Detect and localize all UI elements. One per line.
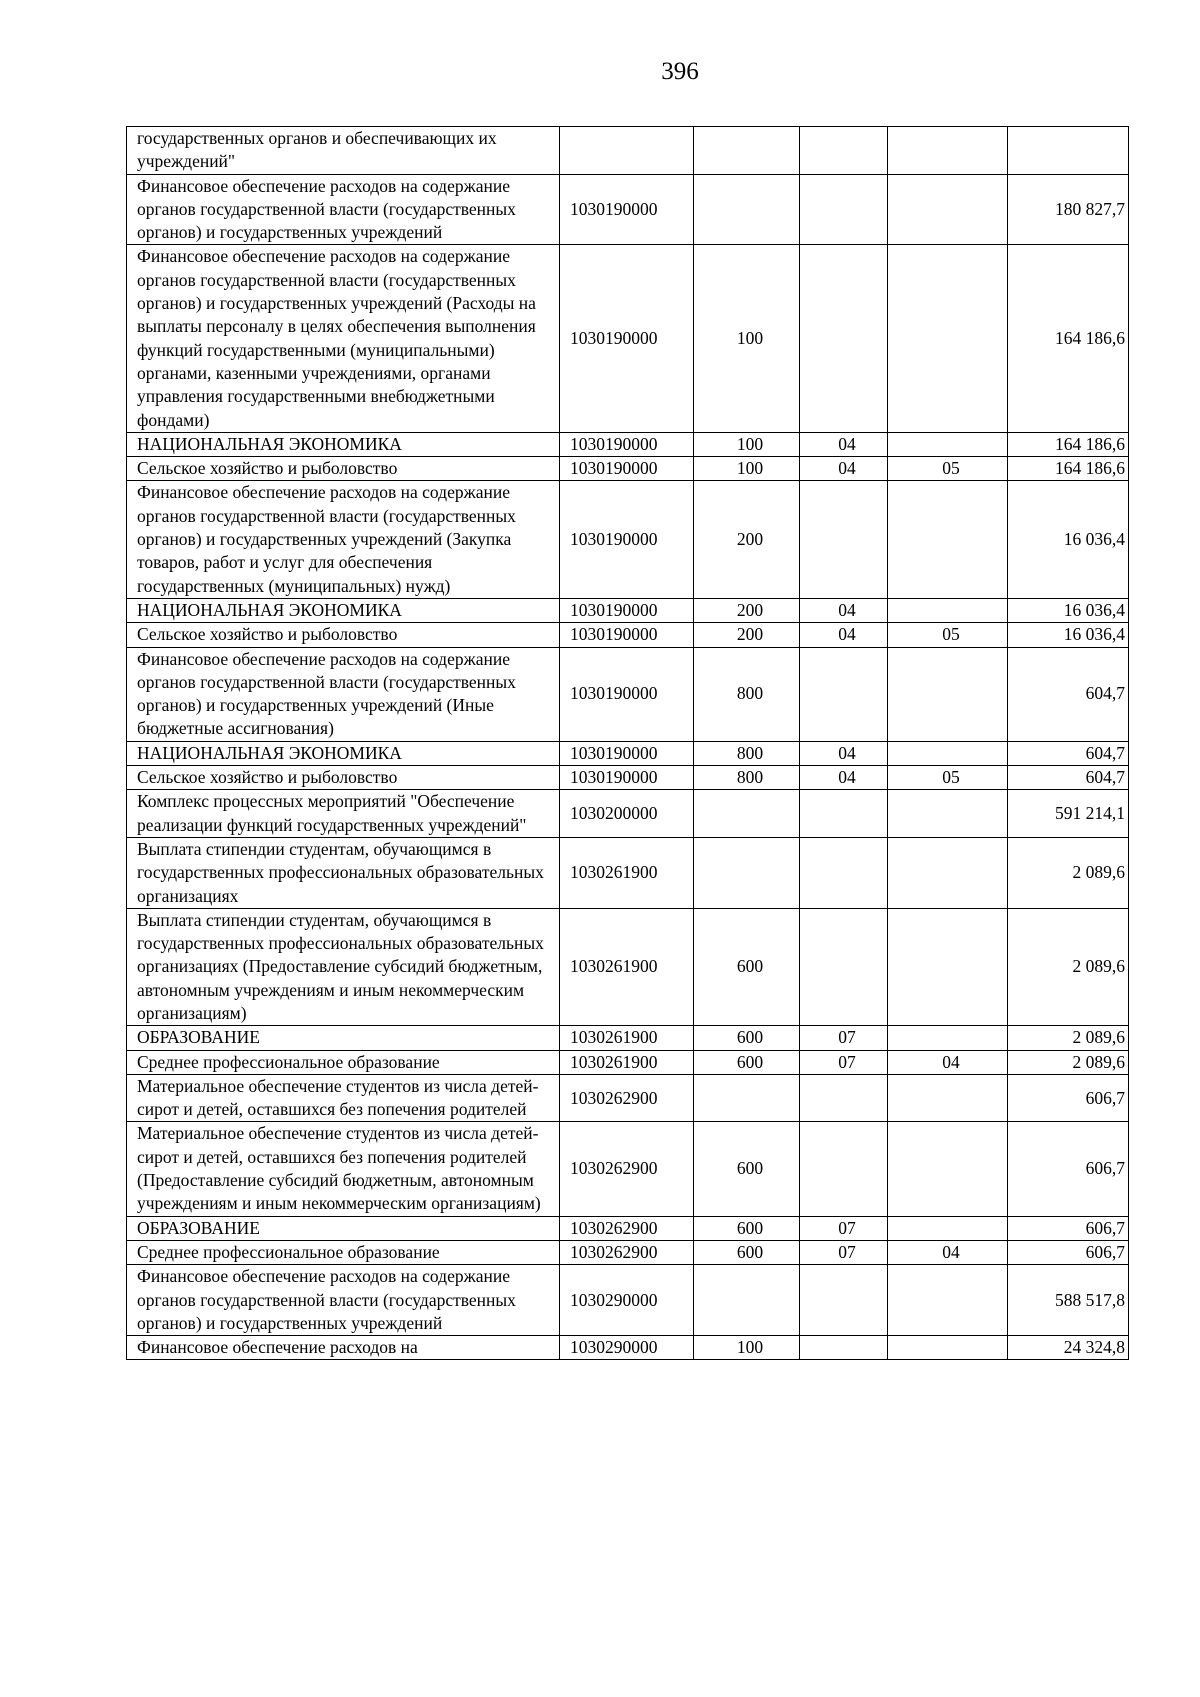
section-code-cell [800,647,888,741]
expense-type-cell [694,1265,800,1336]
expense-type-cell: 200 [694,598,800,622]
table-row [127,457,1129,481]
section-code-cell [800,1074,888,1122]
subsection-code-cell [888,1265,1008,1336]
expense-name-cell: Материальное обеспечение студентов из числа детей-сирот и детей, оставшихся без попечения родителей (Предоставление субсидий бюджетным, автономным учреждениям и иным некоммерческим организациям) [127,1122,560,1216]
amount-cell: 180 827,7 [1008,174,1129,245]
expense-type-cell: 600 [694,1216,800,1240]
table-row [127,481,1129,598]
amount-cell: 604,7 [1008,647,1129,741]
subsection-code-cell [888,790,1008,838]
target-article-code-cell: 1030190000 [560,623,694,647]
expense-name-cell: Сельское хозяйство и рыболовство [127,457,560,481]
target-article-code-cell: 1030190000 [560,432,694,456]
amount-cell: 588 517,8 [1008,1265,1129,1336]
target-article-code-cell: 1030190000 [560,647,694,741]
amount-cell: 16 036,4 [1008,598,1129,622]
expense-name-cell: Выплата стипендии студентам, обучающимся в государственных профессиональных образовательных организациях [127,837,560,908]
expense-name-cell: Финансовое обеспечение расходов на [127,1336,560,1360]
section-code-cell [800,1265,888,1336]
subsection-code-cell [888,432,1008,456]
expense-type-cell: 600 [694,1122,800,1216]
amount-cell: 16 036,4 [1008,481,1129,598]
table-row [127,1216,1129,1240]
amount-cell: 2 089,6 [1008,908,1129,1025]
amount-cell: 164 186,6 [1008,245,1129,432]
expense-type-cell [694,127,800,175]
subsection-code-cell [888,1074,1008,1122]
amount-cell: 591 214,1 [1008,790,1129,838]
expense-name-cell: НАЦИОНАЛЬНАЯ ЭКОНОМИКА [127,741,560,765]
table-row [127,1265,1129,1336]
target-article-code-cell: 1030262900 [560,1240,694,1264]
table-row [127,127,1129,175]
subsection-code-cell [888,1336,1008,1360]
table-row [127,1050,1129,1074]
expense-name-cell: Финансовое обеспечение расходов на содержание органов государственной власти (государственных органов) и государственных учреждений (Расходы на выплаты персоналу в целях обеспечения выполнения функций государственными (муниципальными) органами, казенными учреждениями, органами управления государственными внебюджетными фондами) [127,245,560,432]
amount-cell: 164 186,6 [1008,432,1129,456]
expense-name-cell: Среднее профессиональное образование [127,1240,560,1264]
expense-name-cell: ОБРАЗОВАНИЕ [127,1216,560,1240]
expense-type-cell: 200 [694,481,800,598]
section-code-cell: 07 [800,1050,888,1074]
section-code-cell: 04 [800,741,888,765]
table-row [127,647,1129,741]
subsection-code-cell [888,174,1008,245]
table-row [127,908,1129,1025]
subsection-code-cell: 05 [888,623,1008,647]
subsection-code-cell [888,127,1008,175]
expense-name-cell: Финансовое обеспечение расходов на содержание органов государственной власти (государственных органов) и государственных учреждений [127,1265,560,1336]
target-article-code-cell: 1030190000 [560,174,694,245]
expense-type-cell: 100 [694,245,800,432]
section-code-cell: 07 [800,1216,888,1240]
expense-name-cell: Финансовое обеспечение расходов на содержание органов государственной власти (государственных органов) и государственных учреждений (Закупка товаров, работ и услуг для обеспечения государственных (муниципальных) нужд) [127,481,560,598]
table-row [127,623,1129,647]
expense-type-cell [694,1074,800,1122]
table-row [127,174,1129,245]
target-article-code-cell: 1030262900 [560,1074,694,1122]
table-row [127,837,1129,908]
expense-name-cell: Финансовое обеспечение расходов на содержание органов государственной власти (государственных органов) и государственных учреждений (Иные бюджетные ассигнования) [127,647,560,741]
expense-type-cell: 800 [694,741,800,765]
amount-cell: 164 186,6 [1008,457,1129,481]
amount-cell: 24 324,8 [1008,1336,1129,1360]
target-article-code-cell: 1030262900 [560,1122,694,1216]
expense-name-cell: Материальное обеспечение студентов из числа детей-сирот и детей, оставшихся без попечения родителей [127,1074,560,1122]
target-article-code-cell: 1030190000 [560,481,694,598]
subsection-code-cell [888,1216,1008,1240]
table-row [127,790,1129,838]
target-article-code-cell: 1030290000 [560,1336,694,1360]
expense-type-cell: 100 [694,432,800,456]
expense-name-cell: Комплекс процессных мероприятий "Обеспечение реализации функций государственных учреждений" [127,790,560,838]
amount-cell: 2 089,6 [1008,1050,1129,1074]
amount-cell: 606,7 [1008,1240,1129,1264]
table-row [127,766,1129,790]
expense-name-cell: НАЦИОНАЛЬНАЯ ЭКОНОМИКА [127,432,560,456]
expense-type-cell: 100 [694,1336,800,1360]
section-code-cell [800,908,888,1025]
target-article-code-cell: 1030190000 [560,741,694,765]
section-code-cell [800,481,888,598]
page-number: 396 [661,58,699,85]
target-article-code-cell: 1030190000 [560,245,694,432]
section-code-cell: 04 [800,623,888,647]
expense-name-cell: Сельское хозяйство и рыболовство [127,766,560,790]
amount-cell: 2 089,6 [1008,1026,1129,1050]
expense-name-cell: Среднее профессиональное образование [127,1050,560,1074]
section-code-cell [800,837,888,908]
subsection-code-cell [888,1122,1008,1216]
table-row [127,245,1129,432]
amount-cell: 604,7 [1008,766,1129,790]
section-code-cell: 04 [800,457,888,481]
target-article-code-cell: 1030190000 [560,598,694,622]
expense-type-cell: 600 [694,1240,800,1264]
subsection-code-cell: 05 [888,457,1008,481]
amount-cell: 606,7 [1008,1074,1129,1122]
target-article-code-cell: 1030200000 [560,790,694,838]
section-code-cell [800,1122,888,1216]
amount-cell: 16 036,4 [1008,623,1129,647]
target-article-code-cell: 1030261900 [560,908,694,1025]
expense-type-cell [694,174,800,245]
target-article-code-cell: 1030262900 [560,1216,694,1240]
section-code-cell: 07 [800,1026,888,1050]
table-row [127,598,1129,622]
subsection-code-cell [888,481,1008,598]
subsection-code-cell: 04 [888,1050,1008,1074]
expense-name-cell: Сельское хозяйство и рыболовство [127,623,560,647]
budget-table [126,126,1129,1360]
subsection-code-cell [888,837,1008,908]
amount-cell [1008,127,1129,175]
subsection-code-cell [888,908,1008,1025]
expense-name-cell: НАЦИОНАЛЬНАЯ ЭКОНОМИКА [127,598,560,622]
subsection-code-cell [888,1026,1008,1050]
section-code-cell [800,174,888,245]
table-row [127,1122,1129,1216]
subsection-code-cell: 05 [888,766,1008,790]
subsection-code-cell [888,647,1008,741]
section-code-cell [800,245,888,432]
section-code-cell: 07 [800,1240,888,1264]
expense-type-cell: 800 [694,647,800,741]
target-article-code-cell: 1030190000 [560,457,694,481]
target-article-code-cell: 1030261900 [560,1050,694,1074]
table-row [127,741,1129,765]
target-article-code-cell: 1030290000 [560,1265,694,1336]
table-row [127,1074,1129,1122]
table-row [127,432,1129,456]
section-code-cell [800,127,888,175]
subsection-code-cell [888,741,1008,765]
amount-cell: 604,7 [1008,741,1129,765]
subsection-code-cell [888,245,1008,432]
section-code-cell: 04 [800,766,888,790]
budget-table-body [127,127,1129,1360]
table-row [127,1336,1129,1360]
expense-type-cell [694,837,800,908]
subsection-code-cell: 04 [888,1240,1008,1264]
amount-cell: 606,7 [1008,1216,1129,1240]
table-row [127,1240,1129,1264]
target-article-code-cell [560,127,694,175]
section-code-cell: 04 [800,598,888,622]
expense-type-cell [694,790,800,838]
section-code-cell [800,1336,888,1360]
expense-name-cell: ОБРАЗОВАНИЕ [127,1026,560,1050]
section-code-cell: 04 [800,432,888,456]
expense-type-cell: 100 [694,457,800,481]
target-article-code-cell: 1030190000 [560,766,694,790]
expense-type-cell: 600 [694,1050,800,1074]
expense-type-cell: 600 [694,1026,800,1050]
expense-type-cell: 600 [694,908,800,1025]
expense-type-cell: 200 [694,623,800,647]
amount-cell: 2 089,6 [1008,837,1129,908]
section-code-cell [800,790,888,838]
expense-name-cell: Финансовое обеспечение расходов на содержание органов государственной власти (государственных органов) и государственных учреждений [127,174,560,245]
expense-name-cell: государственных органов и обеспечивающих их учреждений" [127,127,560,175]
amount-cell: 606,7 [1008,1122,1129,1216]
expense-type-cell: 800 [694,766,800,790]
subsection-code-cell [888,598,1008,622]
target-article-code-cell: 1030261900 [560,1026,694,1050]
target-article-code-cell: 1030261900 [560,837,694,908]
table-row [127,1026,1129,1050]
expense-name-cell: Выплата стипендии студентам, обучающимся в государственных профессиональных образовательных организациях (Предоставление субсидий бюджетным, автономным учреждениям и иным некоммерческим организациям) [127,908,560,1025]
